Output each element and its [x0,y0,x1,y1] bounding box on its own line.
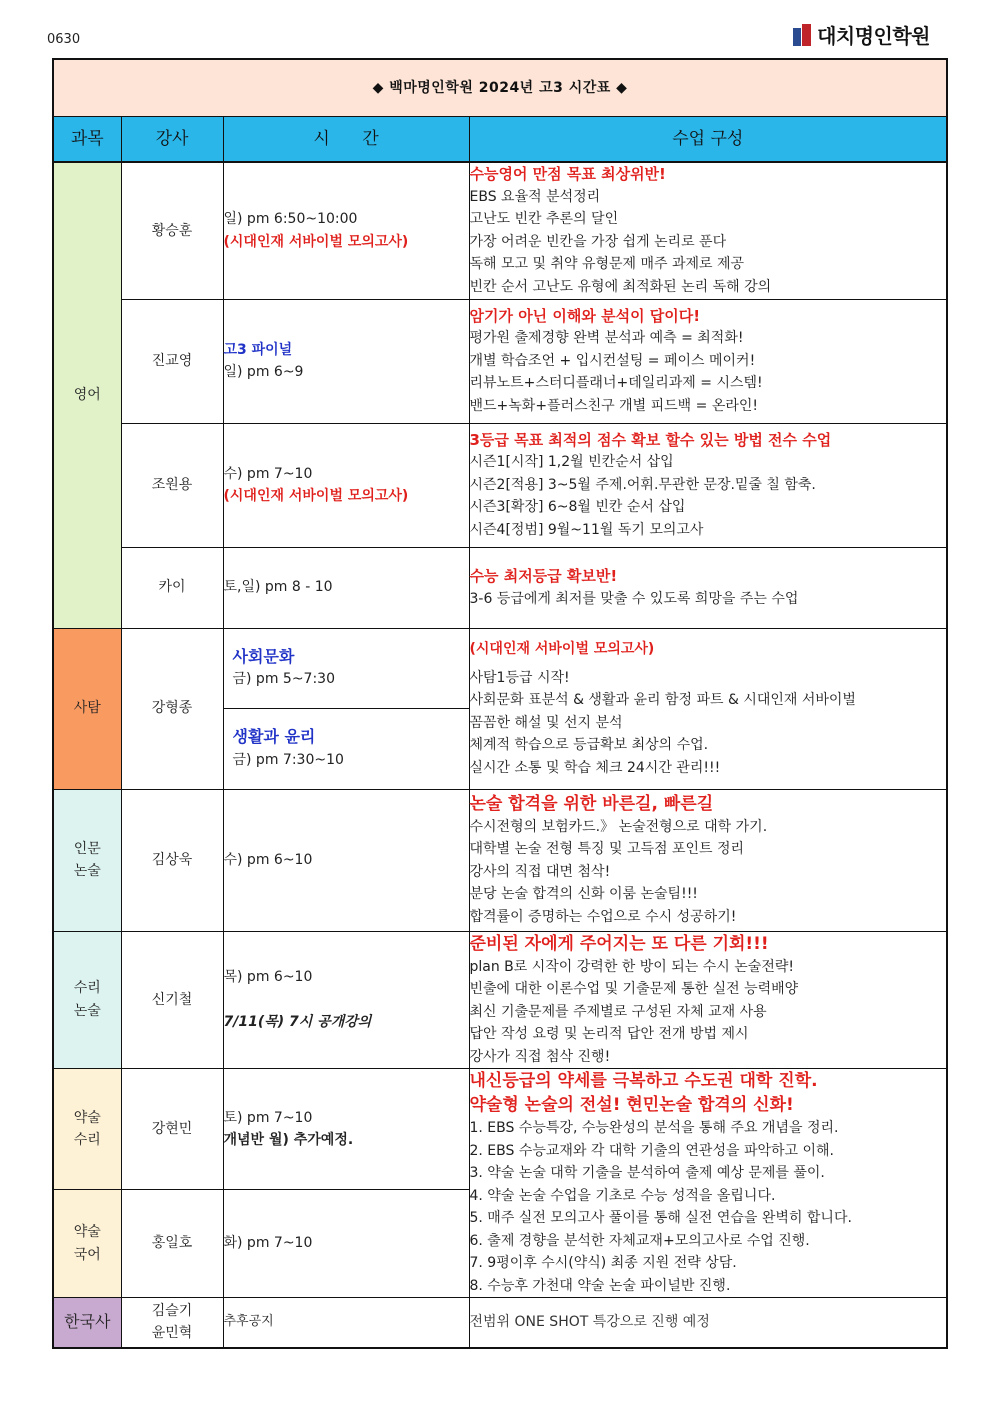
subject-social: 사탐 [53,628,121,789]
header-teacher: 강사 [121,117,223,163]
content-line: 빈칸 순서 고난도 유형에 최적화된 논리 독해 강의 [469,278,772,295]
content-lead: 준비된 자에게 주어지는 또 다른 기회!!! [469,933,769,954]
content-line: 시즌1[시작] 1,2월 빈칸순서 삽입 [469,454,674,471]
content-line: 7. 9평이후 수시(약식) 최종 지원 전략 상담. [469,1255,737,1271]
subject-line: 약술 [73,1224,101,1241]
class-content [469,423,947,547]
content-line: 실시간 소통 및 학습 체크 24시간 관리!!! [469,759,721,776]
brand-logo-icon [793,24,811,46]
teacher-name: 강형종 [121,628,223,789]
subject-line: 논술 [73,863,101,879]
class-time [223,423,469,547]
subject-history: 한국사 [53,1298,121,1348]
class-content [469,789,947,931]
table-row [53,628,947,789]
time-text: 금) pm 7:30~10 [232,751,344,768]
document-code: 0630 [47,32,81,47]
content-line: 고난도 빈칸 추론의 달인 [469,211,619,228]
teacher-name: 카이 [121,547,223,628]
teacher-name: 윤민혁 [151,1325,193,1342]
content-line: 밴드+녹화+플러스친구 개별 피드백 = 온라인! [469,397,759,414]
header-subject: 과목 [53,117,121,163]
teacher-name: 조원용 [121,423,223,547]
teacher-name: 강현민 [121,1069,223,1190]
table-row [53,162,947,299]
time-text: 목) pm 6~10 [223,969,313,986]
class-content [469,1069,947,1298]
class-content [469,299,947,423]
subject-line: 약술 [73,1109,101,1126]
time-text: 화) pm 7~10 [223,1235,313,1252]
teacher-names [121,1298,223,1348]
table-row [53,423,947,547]
page-title: ◆ 백마명인학원 2024년 고3 시간표 ◆ [53,59,947,117]
header-row [53,117,947,163]
content-line: 독해 모고 및 취약 유형문제 매주 과제로 제공 [469,256,745,273]
time-text: 수) pm 7~10 [223,465,313,482]
time-note: (시대인재 서바이벌 모의고사) [223,488,409,504]
table-row [53,299,947,423]
table-row [53,1069,947,1190]
table-row [53,789,947,931]
content-line: 합격률이 증명하는 수업으로 수시 성공하기! [469,908,737,925]
content-line: 3-6 등급에게 최저를 맞출 수 있도록 희망을 주는 수업 [469,590,799,607]
class-time [223,162,469,299]
content-line: 개별 학습조언 + 입시컨설팅 = 페이스 메이커! [469,352,756,369]
subject-english: 영어 [53,162,121,628]
subject-yak-korean [53,1190,121,1298]
time-text: 일) pm 6~9 [223,364,304,380]
class-content [469,628,947,789]
teacher-name: 진교영 [121,299,223,423]
content-line: 6. 출제 경향을 분석한 자체교재+모의고사로 수업 진행. [469,1232,810,1249]
content-line: 수시전형의 보험카드.》 논술전형으로 대학 가기. [469,818,768,835]
table-row [53,1298,947,1348]
content-lead: 약술형 논술의 전설! 현민논술 합격의 신화! [469,1095,794,1115]
content-line: 강사가 직접 첨삭 진행! [469,1048,611,1065]
content-line: 시즌2[적용] 3~5월 주제.어휘.무관한 문장.밑줄 칠 함축. [469,476,816,493]
content-line: 꼼꼼한 해설 및 선지 분석 [469,714,623,731]
content-line: 최신 기출문제를 주제별로 구성된 자체 교재 사용 [469,1003,767,1020]
content-lead: 내신등급의 약세를 극복하고 수도권 대학 진학. [469,1071,818,1091]
content-line: 분당 논술 합격의 신화 이룸 논술팀!!! [469,886,698,903]
content-line: 사탐1등급 시작! [469,669,570,686]
time-text: 토) pm 7~10 [223,1109,313,1126]
content-line: 강사의 직접 대면 첨삭! [469,863,611,880]
content-line: 2. EBS 수능교재와 각 대학 기출의 연관성을 파악하고 이해. [469,1142,835,1159]
subject-line: 수리 [73,1132,101,1149]
brand-name: 대치명인학원 [817,24,930,48]
teacher-name: 홍일호 [121,1190,223,1298]
teacher-name: 김슬기 [151,1302,193,1319]
content-line: 평가원 출제경향 완벽 분석과 예측 = 최적화! [469,330,744,347]
class-time [223,547,469,628]
class-time [223,931,469,1069]
content-line: 가장 어려운 빈칸을 가장 쉽게 논리로 푼다 [469,233,727,250]
subject-line: 논술 [73,1002,101,1019]
teacher-name: 김상욱 [121,789,223,931]
class-content [469,547,947,628]
content-lead: 수능영어 만점 목표 최상위반! [469,165,666,184]
class-time [223,1190,469,1298]
content-line: 체계적 학습으로 등급확보 최상의 수업. [469,737,709,753]
subject-yak-math [53,1069,121,1190]
class-content: 전범위 ONE SHOT 특강으로 진행 예정 [469,1298,947,1348]
class-time [223,789,469,931]
time-note: 7/11(목) 7시 공개강의 [223,1013,372,1030]
content-lead: 논술 합격을 위한 바른길, 빠른길 [469,793,714,814]
class-content [469,931,947,1069]
content-line: 1. EBS 수능특강, 수능완성의 분석을 통해 주요 개념을 정리. [469,1120,839,1136]
time-note: (시대인재 서바이벌 모의고사) [223,233,409,250]
subject-math-essay [53,931,121,1069]
class-time [223,628,469,789]
subject-humanities-essay [53,789,121,931]
header-content: 수업 구성 [469,117,947,163]
class-time: 추후공지 [223,1298,469,1348]
content-line: 사회문화 표분석 & 생활과 윤리 함정 파트 & 시대인재 서바이벌 [469,692,856,708]
subject-line: 국어 [73,1246,101,1263]
teacher-name: 신기철 [121,931,223,1069]
header-time: 시 간 [223,117,469,163]
brand [793,20,930,49]
content-line: EBS 요율적 분석정리 [469,188,601,205]
time-text: 일) pm 6:50~10:00 [223,211,358,228]
content-lead: 수능 최저등급 확보반! [469,567,618,585]
content-line: 시즌3[확장] 6~8월 빈칸 순서 삽입 [469,499,686,516]
content-line: 리뷰노트+스터디플래너+데일리과제 = 시스템! [469,375,763,392]
teacher-name: 황승훈 [121,162,223,299]
content-line: 대학별 논술 전형 특징 및 고득점 포인트 정리 [469,841,745,858]
time-label: 생활과 윤리 [232,727,316,747]
time-label: 사회문화 [232,646,295,666]
content-lead: (시대인재 서바이벌 모의고사) [469,641,655,657]
time-note: 개념반 월) 추가예정. [223,1132,354,1149]
content-line: 5. 매주 실전 모의고사 풀이를 통해 실전 연습을 완벽히 합니다. [469,1210,852,1226]
content-line: 4. 약술 논술 수업을 기초로 수능 성적을 올립니다. [469,1187,776,1204]
time-label: 고3 파이널 [223,341,293,358]
table-row [53,547,947,628]
class-content [469,162,947,299]
subject-line: 인문 [73,840,101,857]
content-lead: 암기가 아닌 이해와 분석이 답이다! [469,306,701,325]
content-lead: 3등급 목표 최적의 점수 확보 할수 있는 방법 전수 수업 [469,430,832,449]
class-time [223,1069,469,1190]
content-line: 시즌4[정범] 9월~11월 독기 모의고사 [469,521,704,538]
content-line: plan B로 시작이 강력한 한 방이 되는 수시 논술전략! [469,958,794,975]
content-line: 답안 작성 요령 및 논리적 답안 전개 방법 제시 [469,1026,749,1042]
time-text: 토,일) pm 8 - 10 [223,579,333,596]
content-line: 3. 약술 논술 대학 기출을 분석하여 출제 예상 문제를 풀이. [469,1165,825,1181]
subject-line: 수리 [73,980,101,997]
content-line: 8. 수능후 가천대 약술 논술 파이널반 진행. [469,1277,731,1294]
class-time [223,299,469,423]
table-row [53,931,947,1069]
time-text: 금) pm 5~7:30 [232,671,335,688]
content-line: 빈출에 대한 이론수업 및 기출문제 통한 실전 능력배양 [469,981,799,997]
time-text: 수) pm 6~10 [223,851,313,868]
timetable [52,58,948,1349]
